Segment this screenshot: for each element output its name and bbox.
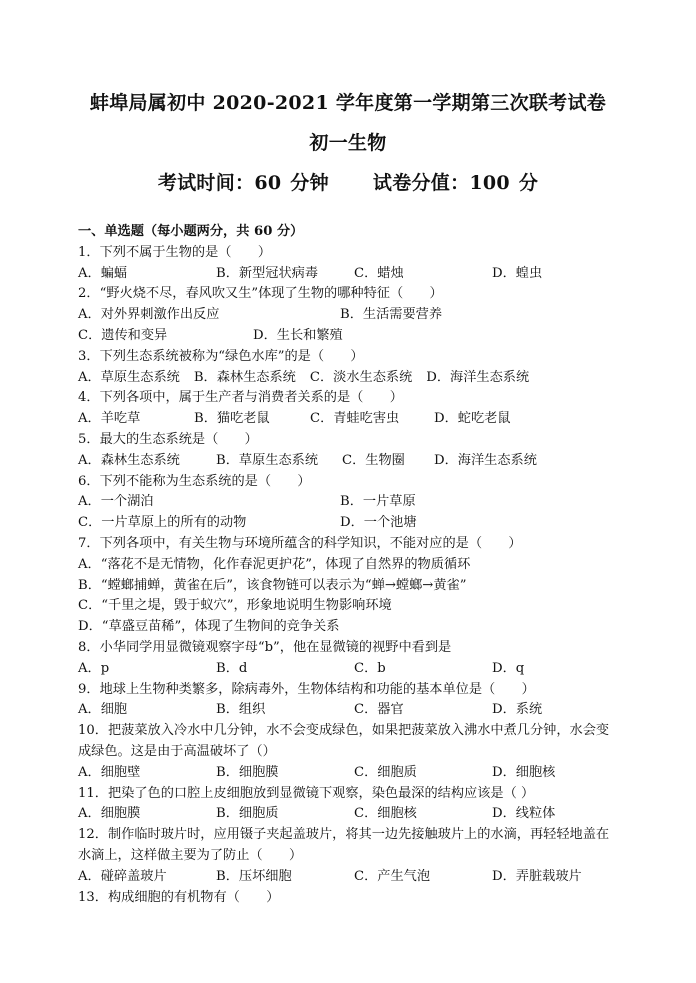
- option-row: [78, 804, 618, 825]
- option: B．新型冠状病毒: [216, 265, 319, 281]
- option: D．系统: [492, 702, 543, 718]
- question-stem: 8．小华同学用显微镜观察字母“b”，他在显微镜的视野中看到是: [78, 639, 452, 655]
- option: B．生活需要营养: [340, 307, 443, 323]
- option: C．青蛙吃害虫: [310, 411, 400, 427]
- option: A．“落花不是无情物，化作春泥更护花”，体现了自然界的物质循环: [78, 556, 471, 572]
- option: C．淡水生态系统: [309, 369, 413, 385]
- question-stem: 12．制作临时玻片时，应用镊子夹起盖玻片，将其一边先接触玻片上的水滴，再轻轻地盖在水滴上，这样做主要为了防止（ ）: [78, 827, 610, 863]
- option-row: [78, 867, 618, 888]
- exam-subject: 初一生物: [309, 132, 387, 154]
- question-stem: 11．把染了色的口腔上皮细胞放到显微镜下观察，染色最深的结构应该是（ ）: [78, 785, 535, 801]
- question-stem: 4．下列各项中，属于生产者与消费者关系的是（ ）: [78, 390, 403, 406]
- option: C．蜡烛: [354, 265, 404, 281]
- option: D．生长和繁殖: [253, 327, 343, 343]
- option: C．产生气泡: [354, 868, 431, 884]
- option: B．细胞质: [216, 806, 279, 822]
- option-row: [78, 451, 618, 472]
- option: D．q: [492, 660, 525, 676]
- option: A．森林生态系统: [78, 452, 180, 468]
- option: B．一片草原: [340, 494, 416, 510]
- option-row: [78, 700, 618, 721]
- option: A．碰碎盖玻片: [78, 868, 167, 884]
- option-row: [78, 492, 618, 513]
- question-stem: 6．下列不能称为生态系统的是（ ）: [78, 473, 311, 489]
- option: A．细胞: [78, 702, 128, 718]
- option: D．“草盛豆苗稀”，体现了生物间的竞争关系: [78, 619, 340, 635]
- option: A．蝙蝠: [78, 265, 128, 281]
- question-stem: 5．最大的生态系统是（ ）: [78, 431, 258, 447]
- exam-score: 试卷分值：100 分: [372, 172, 539, 194]
- question-stem: 13．构成细胞的有机物有（ ）: [78, 889, 280, 905]
- option-row: [78, 513, 618, 534]
- option: C．“千里之堤，毁于蚁穴”，形象地说明生物影响环境: [78, 598, 392, 614]
- option-row: [78, 368, 618, 389]
- option: A．p: [78, 660, 110, 676]
- option: B．细胞膜: [216, 764, 279, 780]
- question-stem: 3．下列生态系统被称为“绿色水库”的是（ ）: [78, 348, 364, 364]
- option: C．器官: [354, 702, 404, 718]
- option: D．蝗虫: [492, 265, 543, 281]
- exam-title: 蚌埠局属初中 2020-2021 学年度第一学期第三次联考试卷: [89, 92, 607, 114]
- option: D．蛇吃老鼠: [434, 411, 511, 427]
- option: B．“螳螂捕蝉，黄雀在后”，该食物链可以表示为“蝉→螳螂→黄雀”: [78, 577, 467, 593]
- question-stem: 9．地球上生物种类繁多，除病毒外，生物体结构和功能的基本单位是（ ）: [78, 681, 535, 697]
- option-row: [78, 659, 618, 680]
- option: A．一个湖泊: [78, 494, 154, 510]
- option: D．细胞核: [492, 764, 556, 780]
- option: C．细胞质: [354, 764, 417, 780]
- question-stem: 1．下列不属于生物的是（ ）: [78, 244, 272, 260]
- option: A．草原生态系统: [78, 369, 180, 385]
- option: B．d: [216, 660, 248, 676]
- option: A．对外界刺激作出反应: [78, 307, 220, 323]
- option: A．细胞膜: [78, 806, 141, 822]
- option-row: [78, 305, 618, 326]
- option: C．b: [354, 660, 386, 676]
- question-stem: 7．下列各项中，有关生物与环境所蕴含的科学知识，不能对应的是（ ）: [78, 535, 522, 551]
- option: D．海洋生态系统: [434, 452, 537, 468]
- option: B．组织: [216, 702, 266, 718]
- question-stem: 10．把菠菜放入冷水中几分钟，水不会变成绿色，如果把菠菜放入沸水中煮几分钟，水会变成绿色。这是由于高温破坏了（）: [78, 723, 610, 759]
- exam-time: 考试时间：60 分钟: [157, 172, 329, 194]
- option: B．压坏细胞: [216, 868, 292, 884]
- option: B．草原生态系统: [216, 452, 319, 468]
- option: C．遗传和变异: [78, 327, 168, 343]
- option-row: [78, 264, 618, 285]
- option: C．一片草原上的所有的动物: [78, 515, 247, 531]
- option: D．海洋生态系统: [426, 369, 530, 385]
- option-row: [78, 326, 618, 347]
- option: C．生物圈: [342, 452, 405, 468]
- option: C．细胞核: [354, 806, 417, 822]
- option: D．一个池塘: [340, 515, 417, 531]
- option: A．羊吃草: [78, 411, 141, 427]
- option: B．森林生态系统: [193, 369, 296, 385]
- option: B．猫吃老鼠: [194, 411, 270, 427]
- option: D．线粒体: [492, 806, 556, 822]
- question-list: [78, 222, 618, 908]
- exam-info: [0, 168, 696, 195]
- question-stem: 2．“野火烧不尽，春风吹又生”体现了生物的哪种特征（ ）: [78, 286, 443, 302]
- option: A．细胞壁: [78, 764, 141, 780]
- section-heading: 一、单选题（每小题两分，共 60 分）: [78, 224, 304, 239]
- option-row: [78, 409, 618, 430]
- option: D．弄脏载玻片: [492, 868, 582, 884]
- option-row: [78, 763, 618, 784]
